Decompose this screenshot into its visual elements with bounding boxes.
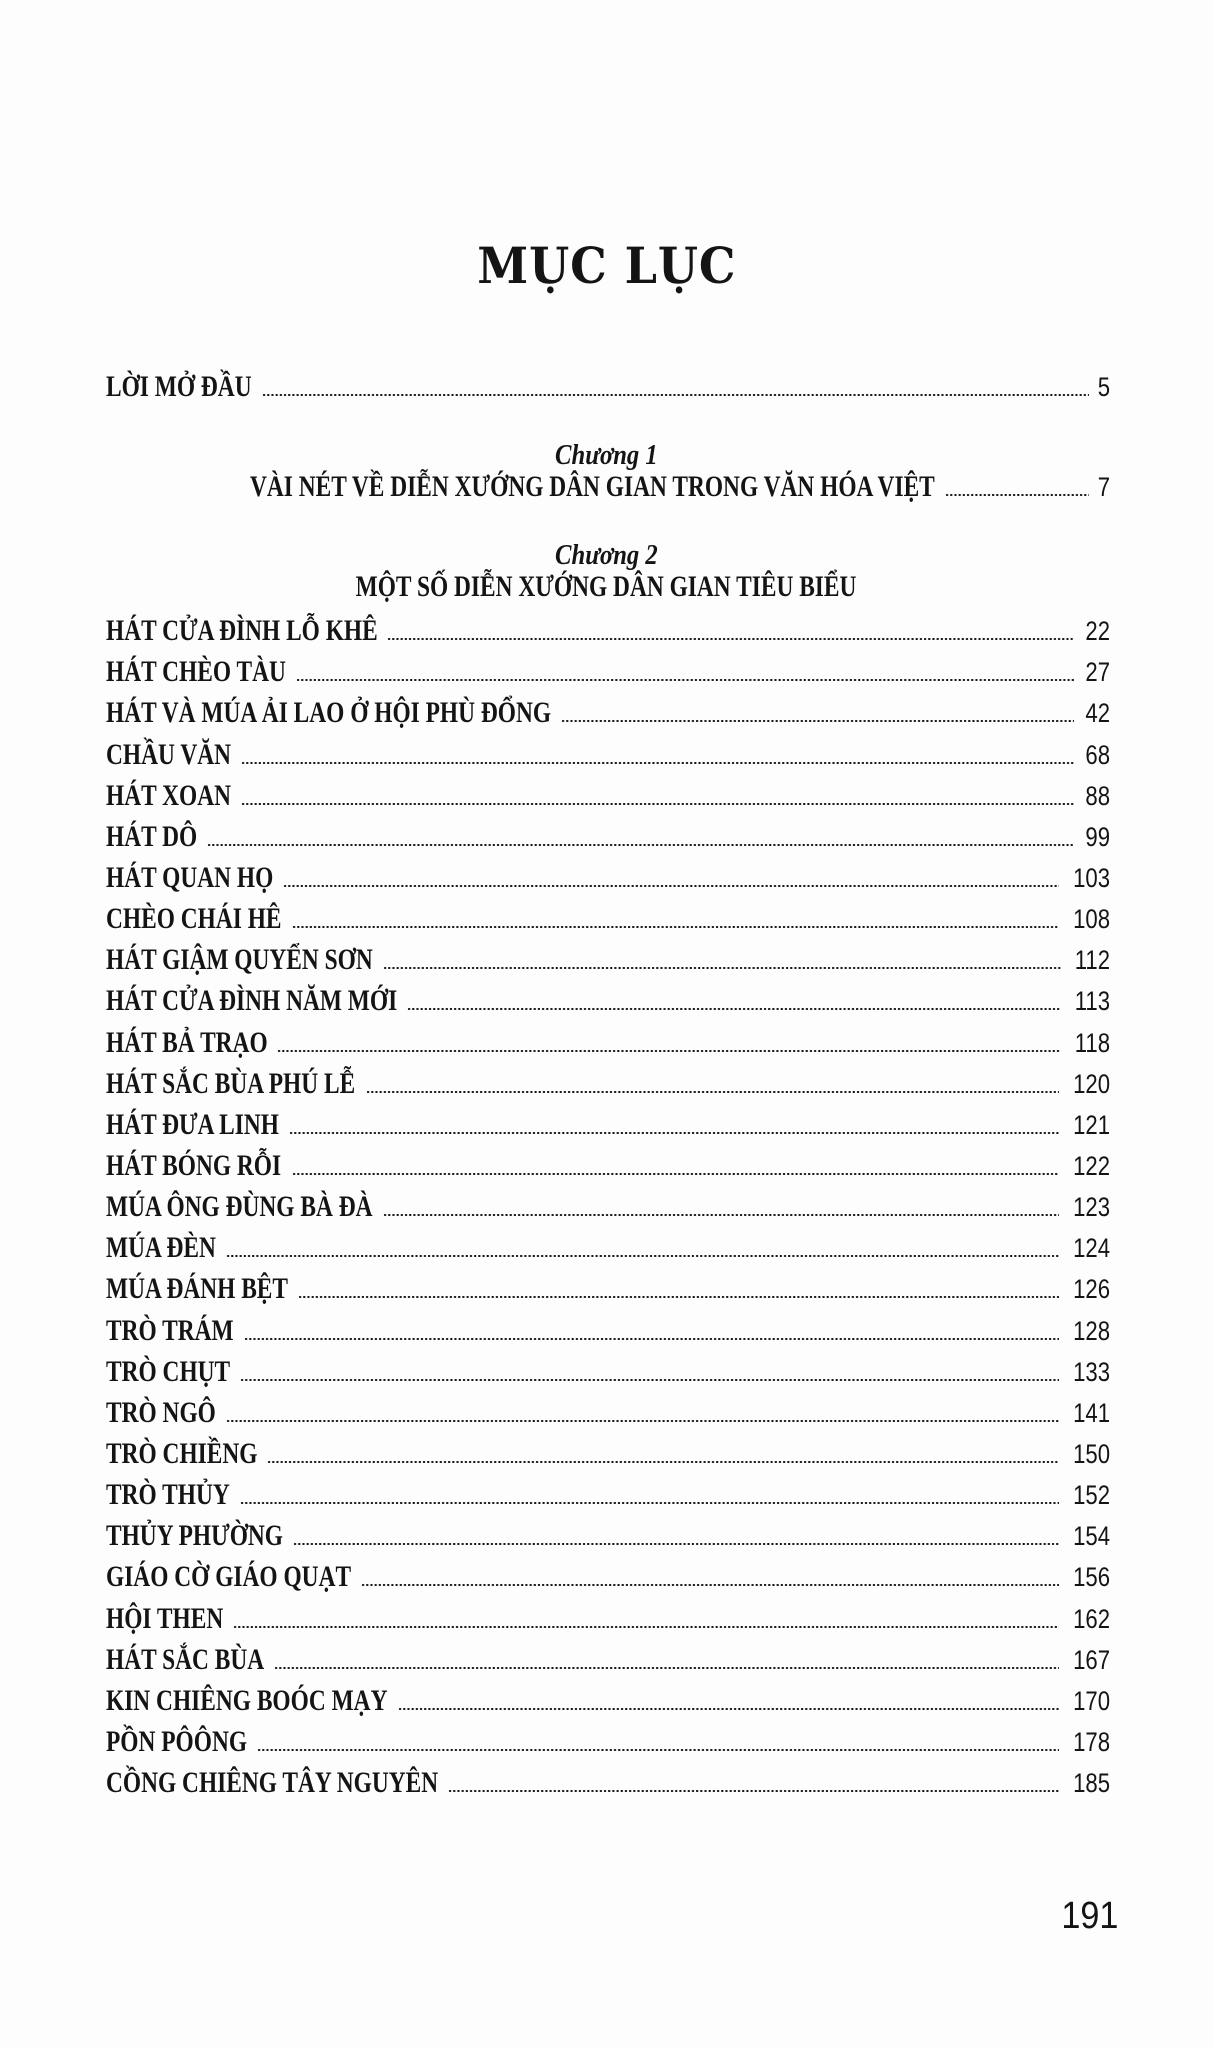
toc-entry-label: HÁT VÀ MÚA ẢI LAO Ở HỘI PHÙ ĐỔNG (106, 696, 552, 730)
toc-entry[interactable] (106, 1437, 1110, 1471)
toc-entry-label: HÁT GIẬM QUYỂN SƠN (106, 943, 373, 977)
toc-entry[interactable] (106, 1643, 1110, 1677)
toc-entry-label-wrap (106, 1560, 361, 1594)
toc-entry[interactable] (106, 1314, 1110, 1348)
toc-entry-label: KIN CHIÊNG BOÓC MẠY (106, 1683, 388, 1717)
toc-entry-label-wrap (106, 1766, 448, 1800)
toc-entry-label-wrap (106, 943, 383, 977)
toc-entry-label-wrap (106, 1396, 226, 1430)
toc-entry-page: 88 (1085, 780, 1110, 811)
toc-entry-label-wrap (106, 1272, 298, 1306)
toc-entry-page: 22 (1085, 616, 1110, 646)
dot-leader (387, 638, 1074, 640)
toc-entry-label: HÁT CỬA ĐÌNH NĂM MỚI (106, 984, 398, 1018)
toc-entry[interactable] (106, 1396, 1110, 1430)
toc-entry[interactable] (106, 943, 1110, 977)
toc-entry-label-wrap (106, 696, 561, 730)
chapter-2-kicker-text: Chương 2 (555, 539, 658, 571)
dot-leader (407, 1008, 1061, 1010)
toc-entry-page: 118 (1074, 1027, 1110, 1058)
page-number-text: 191 (1060, 1895, 1118, 1937)
dot-leader (366, 1091, 1059, 1093)
dot-leader (298, 1296, 1059, 1298)
toc-entry-label: HÁT ĐƯA LINH (106, 1107, 279, 1141)
toc-entry-label-wrap (106, 655, 296, 689)
page-title-text: MỤC LỤC (476, 236, 737, 295)
dot-leader (233, 1626, 1059, 1628)
toc-entry-label-wrap (106, 1067, 366, 1101)
toc-entry-label-wrap (106, 738, 241, 772)
dot-leader (398, 1708, 1059, 1710)
toc-entry[interactable] (106, 738, 1110, 772)
toc-entry-page: 124 (1073, 1233, 1110, 1264)
toc-entry-page: 108 (1073, 904, 1110, 934)
dot-leader (274, 1667, 1059, 1669)
toc-entry-page: 156 (1073, 1562, 1110, 1593)
toc-entry-label-wrap (106, 1519, 293, 1553)
toc-entry-page: 126 (1073, 1274, 1110, 1305)
toc-entry-label-wrap (106, 779, 241, 813)
toc-entry-page: 185 (1073, 1768, 1110, 1799)
toc-entry-page: 167 (1073, 1644, 1110, 1675)
toc-entry-label: MÚA ĐÁNH BỆT (106, 1272, 289, 1306)
dot-leader (561, 720, 1074, 722)
toc-entry[interactable] (106, 861, 1110, 895)
toc-entry[interactable] (106, 1725, 1110, 1759)
toc-entry-label-wrap (106, 861, 283, 895)
toc-entry-page: 170 (1073, 1685, 1110, 1716)
toc-entry[interactable] (106, 1190, 1110, 1224)
toc-entry[interactable] (106, 1272, 1110, 1306)
toc-entry-label-wrap (106, 984, 407, 1018)
dot-leader (292, 926, 1059, 928)
dot-leader (289, 1132, 1059, 1134)
toc-entry-label: HÁT DÔ (106, 819, 198, 853)
toc-entry-label-wrap (106, 1643, 274, 1677)
toc-entry-label: CHÈO CHÁI HÊ (106, 902, 282, 935)
dot-leader (945, 494, 1089, 496)
dot-leader (226, 1420, 1059, 1422)
toc-entry-page: 152 (1073, 1480, 1110, 1511)
toc-entry-label: MÚA ĐÈN (106, 1231, 216, 1265)
toc-entry-page: 122 (1073, 1150, 1110, 1181)
toc-entry-page: 112 (1074, 945, 1110, 976)
toc-entry-page: 133 (1073, 1356, 1110, 1387)
toc-entry-page: 113 (1074, 986, 1110, 1017)
toc-entry-page: 68 (1085, 739, 1110, 770)
dot-leader (283, 885, 1059, 887)
toc-entry-label: TRÒ NGÔ (106, 1395, 216, 1429)
toc-entry-page: 120 (1073, 1068, 1110, 1099)
toc-entry[interactable] (106, 984, 1110, 1018)
toc-entry[interactable] (106, 779, 1110, 813)
toc-entry[interactable] (106, 1478, 1110, 1512)
toc-entry-label: HÁT SẮC BÙA (106, 1642, 265, 1676)
dot-leader (292, 1173, 1059, 1175)
toc-entry-label-wrap (250, 470, 945, 504)
toc-entry[interactable] (106, 820, 1110, 854)
toc-entry-label: TRÒ TRÁM (106, 1313, 234, 1347)
toc-entry-label-wrap (106, 1026, 277, 1060)
toc-entry-label-wrap (106, 1190, 383, 1224)
toc-entry-page: 42 (1085, 698, 1110, 729)
toc-entry-page: 121 (1073, 1109, 1110, 1140)
dot-leader (296, 679, 1074, 681)
toc-entry-label: HÁT XOAN (106, 778, 232, 812)
toc-entry[interactable] (106, 1766, 1110, 1800)
toc-entry[interactable] (106, 655, 1110, 689)
toc-entry-label: TRÒ CHỤT (106, 1354, 231, 1388)
toc-entry-page: 154 (1073, 1521, 1110, 1552)
chapter-1-kicker-text: Chương 1 (555, 439, 658, 471)
dot-leader (361, 1584, 1059, 1586)
toc-entry-page: 103 (1073, 862, 1110, 893)
toc-entry-label: HÁT BẢ TRẠO (106, 1025, 268, 1059)
toc-entry-label: CỒNG CHIÊNG TÂY NGUYÊN (106, 1766, 439, 1800)
toc-entry-label: HÁT QUAN HỌ (106, 860, 274, 894)
toc-entry-preface[interactable] (106, 370, 1110, 404)
toc-entry-label: THỦY PHƯỜNG (106, 1519, 284, 1553)
dot-leader (383, 967, 1061, 969)
dot-leader (241, 803, 1074, 805)
toc-entry-label-wrap (106, 820, 207, 854)
chapter-1-title: VÀI NÉT VỀ DIỄN XƯỚNG DÂN GIAN TRONG VĂN HÓA VIỆT (250, 470, 935, 503)
dot-leader (226, 1255, 1059, 1257)
toc-entry[interactable] (106, 902, 1110, 936)
chapter-1-kicker (0, 438, 1213, 472)
toc-entry-label: PỒN PÔÔNG (106, 1725, 248, 1758)
chapter-2-title-text: MỘT SỐ DIỄN XƯỚNG DÂN GIAN TIÊU BIỂU (356, 570, 857, 603)
dot-leader (207, 844, 1074, 846)
dot-leader (244, 1338, 1059, 1340)
chapter-2-kicker (0, 538, 1213, 572)
dot-leader (293, 1543, 1059, 1545)
toc-entry-label-wrap (106, 1149, 292, 1183)
dot-leader (257, 1749, 1059, 1751)
dot-leader (277, 1050, 1061, 1052)
toc-entry-label: HÁT CHÈO TÀU (106, 655, 286, 689)
page-title (0, 236, 1213, 296)
dot-leader (267, 1461, 1059, 1463)
chapter-2-title (0, 570, 1213, 604)
toc-entry[interactable] (106, 1149, 1110, 1183)
toc-entry-label: HỘI THEN (106, 1601, 224, 1635)
toc-entry-page: 5 (1097, 372, 1110, 402)
toc-entry-label-wrap (106, 1684, 398, 1718)
toc-entry-page: 99 (1085, 821, 1110, 852)
dot-leader (240, 1502, 1059, 1504)
toc-entry-page: 150 (1073, 1439, 1110, 1469)
toc-entry-label-wrap (106, 1725, 257, 1759)
dot-leader (241, 762, 1074, 764)
toc-entry-label-wrap (106, 1355, 240, 1389)
toc-entry-page: 141 (1073, 1397, 1110, 1428)
dot-leader (448, 1790, 1059, 1792)
dot-leader (262, 394, 1089, 396)
toc-entry[interactable] (106, 696, 1110, 730)
toc-entry-label-wrap (106, 1437, 267, 1471)
toc-entry-page: 178 (1073, 1727, 1110, 1757)
toc-entry-label: GIÁO CỜ GIÁO QUẠT (106, 1560, 352, 1594)
toc-entry-page: 7 (1097, 472, 1110, 502)
toc-entry[interactable] (106, 614, 1110, 648)
toc-entry-label: HÁT CỬA ĐÌNH LỖ KHÊ (106, 614, 378, 647)
toc-entry[interactable] (106, 1519, 1110, 1553)
toc-entry-label: LỜI MỞ ĐẦU (106, 370, 252, 403)
toc-entry-label-wrap (106, 370, 262, 404)
page-number (1055, 1895, 1118, 1937)
toc-entry-label-wrap (106, 1602, 233, 1636)
toc-entry[interactable] (106, 1026, 1110, 1060)
toc-entry[interactable] (106, 1684, 1110, 1718)
toc-entry-label: HÁT SẮC BÙA PHÚ LỄ (106, 1066, 356, 1100)
toc-entry-page: 128 (1073, 1315, 1110, 1346)
toc-entry-label-wrap (106, 1314, 244, 1348)
toc-entry[interactable] (106, 1355, 1110, 1389)
toc-entry-label: TRÒ CHIỀNG (106, 1437, 258, 1470)
toc-entry-label-wrap (106, 614, 387, 648)
toc-entry-label: TRÒ THỦY (106, 1478, 230, 1512)
toc-entry-label-wrap (106, 902, 292, 936)
toc-entry-page: 123 (1073, 1192, 1110, 1223)
toc-entry-label: MÚA ÔNG ĐÙNG BÀ ĐÀ (106, 1190, 373, 1224)
toc-entry-label-wrap (106, 1478, 240, 1512)
toc-entry[interactable] (106, 1108, 1110, 1142)
toc-entry[interactable] (106, 1602, 1110, 1636)
toc-entry-label: CHẦU VĂN (106, 737, 232, 771)
toc-entry-label-wrap (106, 1231, 226, 1265)
toc-entry-chapter-1[interactable] (250, 470, 1110, 504)
dot-leader (240, 1379, 1059, 1381)
toc-entry-page: 27 (1085, 657, 1110, 688)
toc-entry[interactable] (106, 1067, 1110, 1101)
toc-entry[interactable] (106, 1560, 1110, 1594)
toc-entry[interactable] (106, 1231, 1110, 1265)
dot-leader (383, 1214, 1059, 1216)
toc-entry-label: HÁT BÓNG RỖI (106, 1148, 282, 1182)
toc-entry-label-wrap (106, 1108, 289, 1142)
toc-entry-page: 162 (1073, 1603, 1110, 1634)
